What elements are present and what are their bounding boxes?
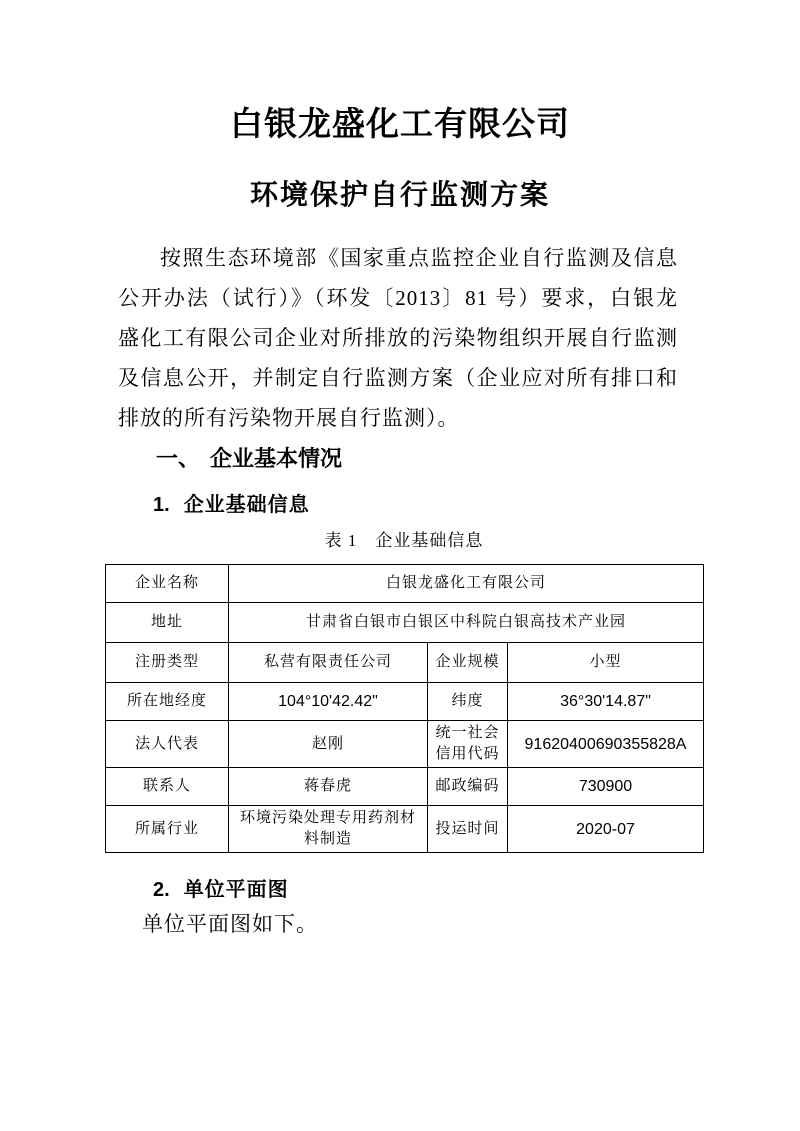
company-name-value: 白银龙盛化工有限公司: [229, 565, 704, 603]
table-row: [106, 643, 704, 683]
longitude-value: 104°10'42.42": [229, 683, 428, 721]
intro-paragraph: 按照生态环境部《国家重点监控企业自行监测及信息公开办法（试行）》（环发〔2013〕81 号）要求，白银龙盛化工有限公司企业对所排放的污染物组织开展自行监测及信息公开，并制定自行监测方案（企业应对所有排口和排放的所有污染物开展自行监测）。: [118, 246, 678, 430]
credit-code-label: 统一社会信用代码: [428, 721, 508, 768]
latitude-label: 纬度: [428, 683, 508, 721]
operation-date-label: 投运时间: [428, 806, 508, 853]
section-title: 企业基本情况: [210, 446, 343, 471]
registration-type-label: 注册类型: [106, 643, 229, 683]
sub-heading-1-number: 1.: [153, 494, 170, 516]
latitude-value: 36°30'14.87": [508, 683, 704, 721]
document-subtitle: 环境保护自行监测方案: [249, 179, 550, 210]
address-value: 甘肃省白银市白银区中科院白银高技术产业园: [229, 603, 704, 643]
company-scale-value: 小型: [508, 643, 704, 683]
section-heading-1: [156, 444, 800, 474]
table-row: [106, 806, 704, 853]
table-row: [106, 768, 704, 806]
longitude-label: 所在地经度: [106, 683, 229, 721]
closing-paragraph: 单位平面图如下。: [142, 912, 318, 936]
contact-person-label: 联系人: [106, 768, 229, 806]
sub-heading-2-title: 单位平面图: [183, 879, 289, 901]
sub-heading-1: [153, 491, 800, 519]
industry-label: 所属行业: [106, 806, 229, 853]
company-name-label: 企业名称: [106, 565, 229, 603]
table-row: [106, 603, 704, 643]
company-scale-label: 企业规模: [428, 643, 508, 683]
table-row: [106, 683, 704, 721]
sub-heading-1-title: 企业基础信息: [183, 494, 310, 516]
operation-date-value: 2020-07: [508, 806, 704, 853]
industry-value: 环境污染处理专用药剂材料制造: [229, 806, 428, 853]
legal-representative-label: 法人代表: [106, 721, 229, 768]
credit-code-value: 91620400690355828A: [508, 721, 704, 768]
table-row: [106, 721, 704, 768]
sub-heading-2: [153, 876, 800, 904]
postal-code-value: 730900: [508, 768, 704, 806]
address-label: 地址: [106, 603, 229, 643]
company-info-table: [105, 564, 704, 853]
table-caption: 表 1 企业基础信息: [324, 531, 484, 550]
postal-code-label: 邮政编码: [428, 768, 508, 806]
document-title: 白银龙盛化工有限公司: [230, 107, 570, 143]
table-row: [106, 565, 704, 603]
legal-representative-value: 赵刚: [229, 721, 428, 768]
contact-person-value: 蒋春虎: [229, 768, 428, 806]
section-number: 一、: [156, 446, 201, 471]
sub-heading-2-number: 2.: [153, 879, 170, 901]
registration-type-value: 私营有限责任公司: [229, 643, 428, 683]
